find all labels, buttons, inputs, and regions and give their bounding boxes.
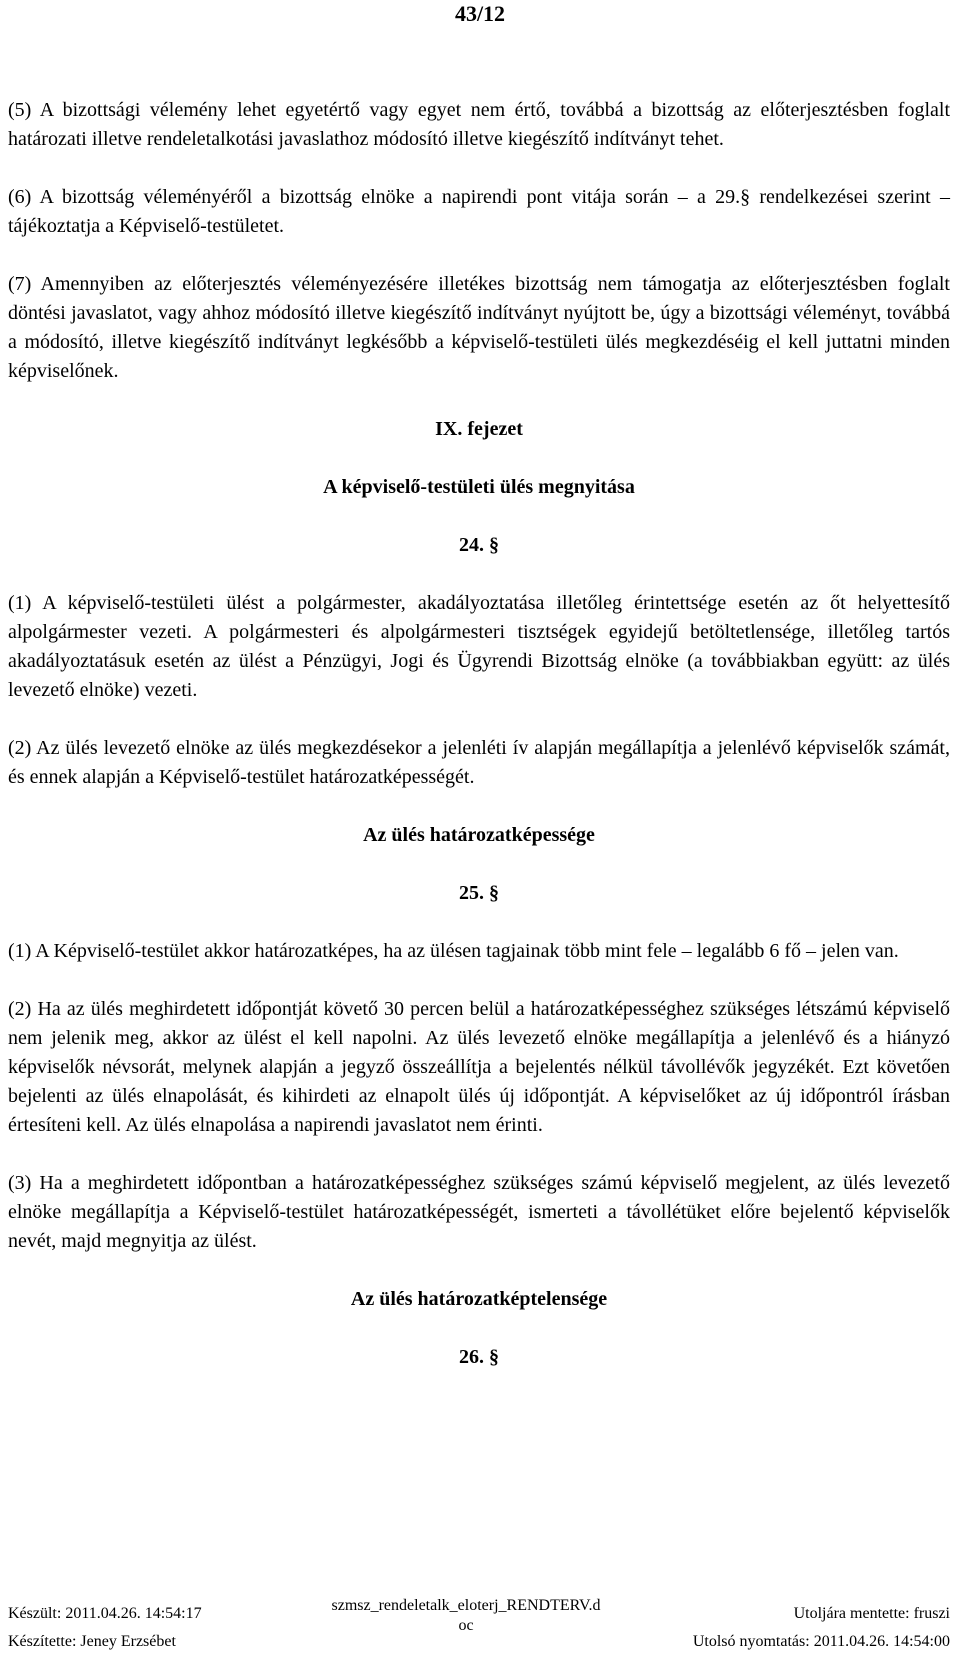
paragraph-spacer: [8, 966, 950, 995]
paragraph-spacer: [8, 1256, 950, 1285]
section-25-mark: 25. §: [459, 882, 499, 904]
paragraph-spacer: [8, 154, 950, 183]
paragraph-spacer: [8, 1314, 950, 1343]
section-24-paragraph-2: (2) Az ülés levezető elnöke az ülés megkezdésekor a jelenléti ív alapján megállapítja a jelenlévő képviselők számát, és ennek alapján a Képviselő-testület határozatképességét.: [8, 737, 950, 788]
footer-filename: [326, 1596, 606, 1636]
footer-created: Készült: 2011.04.26. 14:54:17: [8, 1605, 202, 1622]
section-25-heading: Az ülés határozatképessége: [363, 824, 595, 846]
section-24-mark: 24. §: [459, 534, 499, 556]
section-26-mark: 26. §: [459, 1346, 499, 1368]
document-body: [8, 96, 950, 1372]
paragraph-spacer: [8, 386, 950, 415]
paragraph-spacer: [8, 560, 950, 589]
page-number: 43/12: [454, 1, 506, 26]
paragraph-5: (5) A bizottsági vélemény lehet egyetértő vagy egyet nem értő, továbbá a bizottság az előterjesztésben foglalt határozati illetve rendeletalkotási javaslathoz módosító illetve kiegészítő indítványt tehet.: [8, 99, 950, 150]
footer-last-saved-by: Utoljára mentette: fruszi: [793, 1605, 950, 1622]
footer-author: Készítette: Jeney Erzsébet: [8, 1633, 176, 1650]
footer-last-printed: Utolsó nyomtatás: 2011.04.26. 14:54:00: [692, 1633, 950, 1650]
section-25-paragraph-1: (1) A Képviselő-testület akkor határozatképes, ha az ülésen tagjainak több mint fele – legalább 6 fő – jelen van.: [8, 940, 899, 962]
paragraph-spacer: [8, 241, 950, 270]
paragraph-spacer: [8, 908, 950, 937]
chapter-subtitle: A képviselő-testületi ülés megnyitása: [323, 476, 635, 498]
section-25-paragraph-3: (3) Ha a meghirdetett időpontban a határozatképességhez szükséges számú képviselő megjelent, az ülés levezető elnöke megállapítja a Képviselő-testület határozatképességét, ismerteti a távollétüket előre bejelentő képviselők nevét, majd megnyitja az ülést.: [8, 1172, 950, 1252]
paragraph-spacer: [8, 1140, 950, 1169]
paragraph-spacer: [8, 502, 950, 531]
section-25-paragraph-2: (2) Ha az ülés meghirdetett időpontját követő 30 percen belül a határozatképességhez szükséges létszámú képviselő nem jelenik meg, akkor az ülést el kell napolni. Az ülés levezető elnöke megállapítja a jelenlévő és a hiányzó képviselők névsorát, melynek alapján a jegyző összeállítja a bejelentés nélkül távollévők jegyzékét. Ezt követően bejelenti az ülés elnapolását, és kihirdeti az elnapolt ülés új időpontját. A képviselőket az új időpontról írásban értesíteni kell. Az ülés elnapolása a napirendi javaslatot nem érinti.: [8, 998, 950, 1136]
page-footer: [8, 1596, 950, 1650]
section-26-heading: Az ülés határozatképtelensége: [350, 1288, 608, 1310]
paragraph-spacer: [8, 705, 950, 734]
footer-filename-line-2: oc: [458, 1617, 474, 1634]
section-24-paragraph-1: (1) A képviselő-testületi ülést a polgármester, akadályoztatása illetőleg érintettsége esetén az őt helyettesítő alpolgármester vezeti. A polgármesteri és alpolgármesteri tisztségek egyidejű betöltetlensége, illetőleg tartós akadályoztatásuk esetén az ülést a Pénzügyi, Jogi és Ügyrendi Bizottság elnöke (a továbbiakban együtt: az ülés levezető elnöke) vezeti.: [8, 592, 950, 701]
chapter-title: IX. fejezet: [435, 418, 523, 440]
paragraph-spacer: [8, 444, 950, 473]
paragraph-spacer: [8, 792, 950, 821]
paragraph-7: (7) Amennyiben az előterjesztés véleményezésére illetékes bizottság nem támogatja az előterjesztésben foglalt döntési javaslatot, vagy ahhoz módosító illetve kiegészítő indítványt nyújtott be, úgy a bizottsági véleményt, továbbá a módosító, illetve kiegészítő indítványt legkésőbb a képviselő-testületi ülés megkezdéséig el kell juttatni minden képviselőnek.: [8, 273, 950, 382]
paragraph-6: (6) A bizottság véleményéről a bizottság elnöke a napirendi pont vitája során – a 29.§ rendelkezései szerint – tájékoztatja a Képviselő-testületet.: [8, 186, 950, 237]
footer-filename-line-1: szmsz_rendeletalk_eloterj_RENDTERV.d: [331, 1597, 601, 1614]
paragraph-spacer: [8, 850, 950, 879]
